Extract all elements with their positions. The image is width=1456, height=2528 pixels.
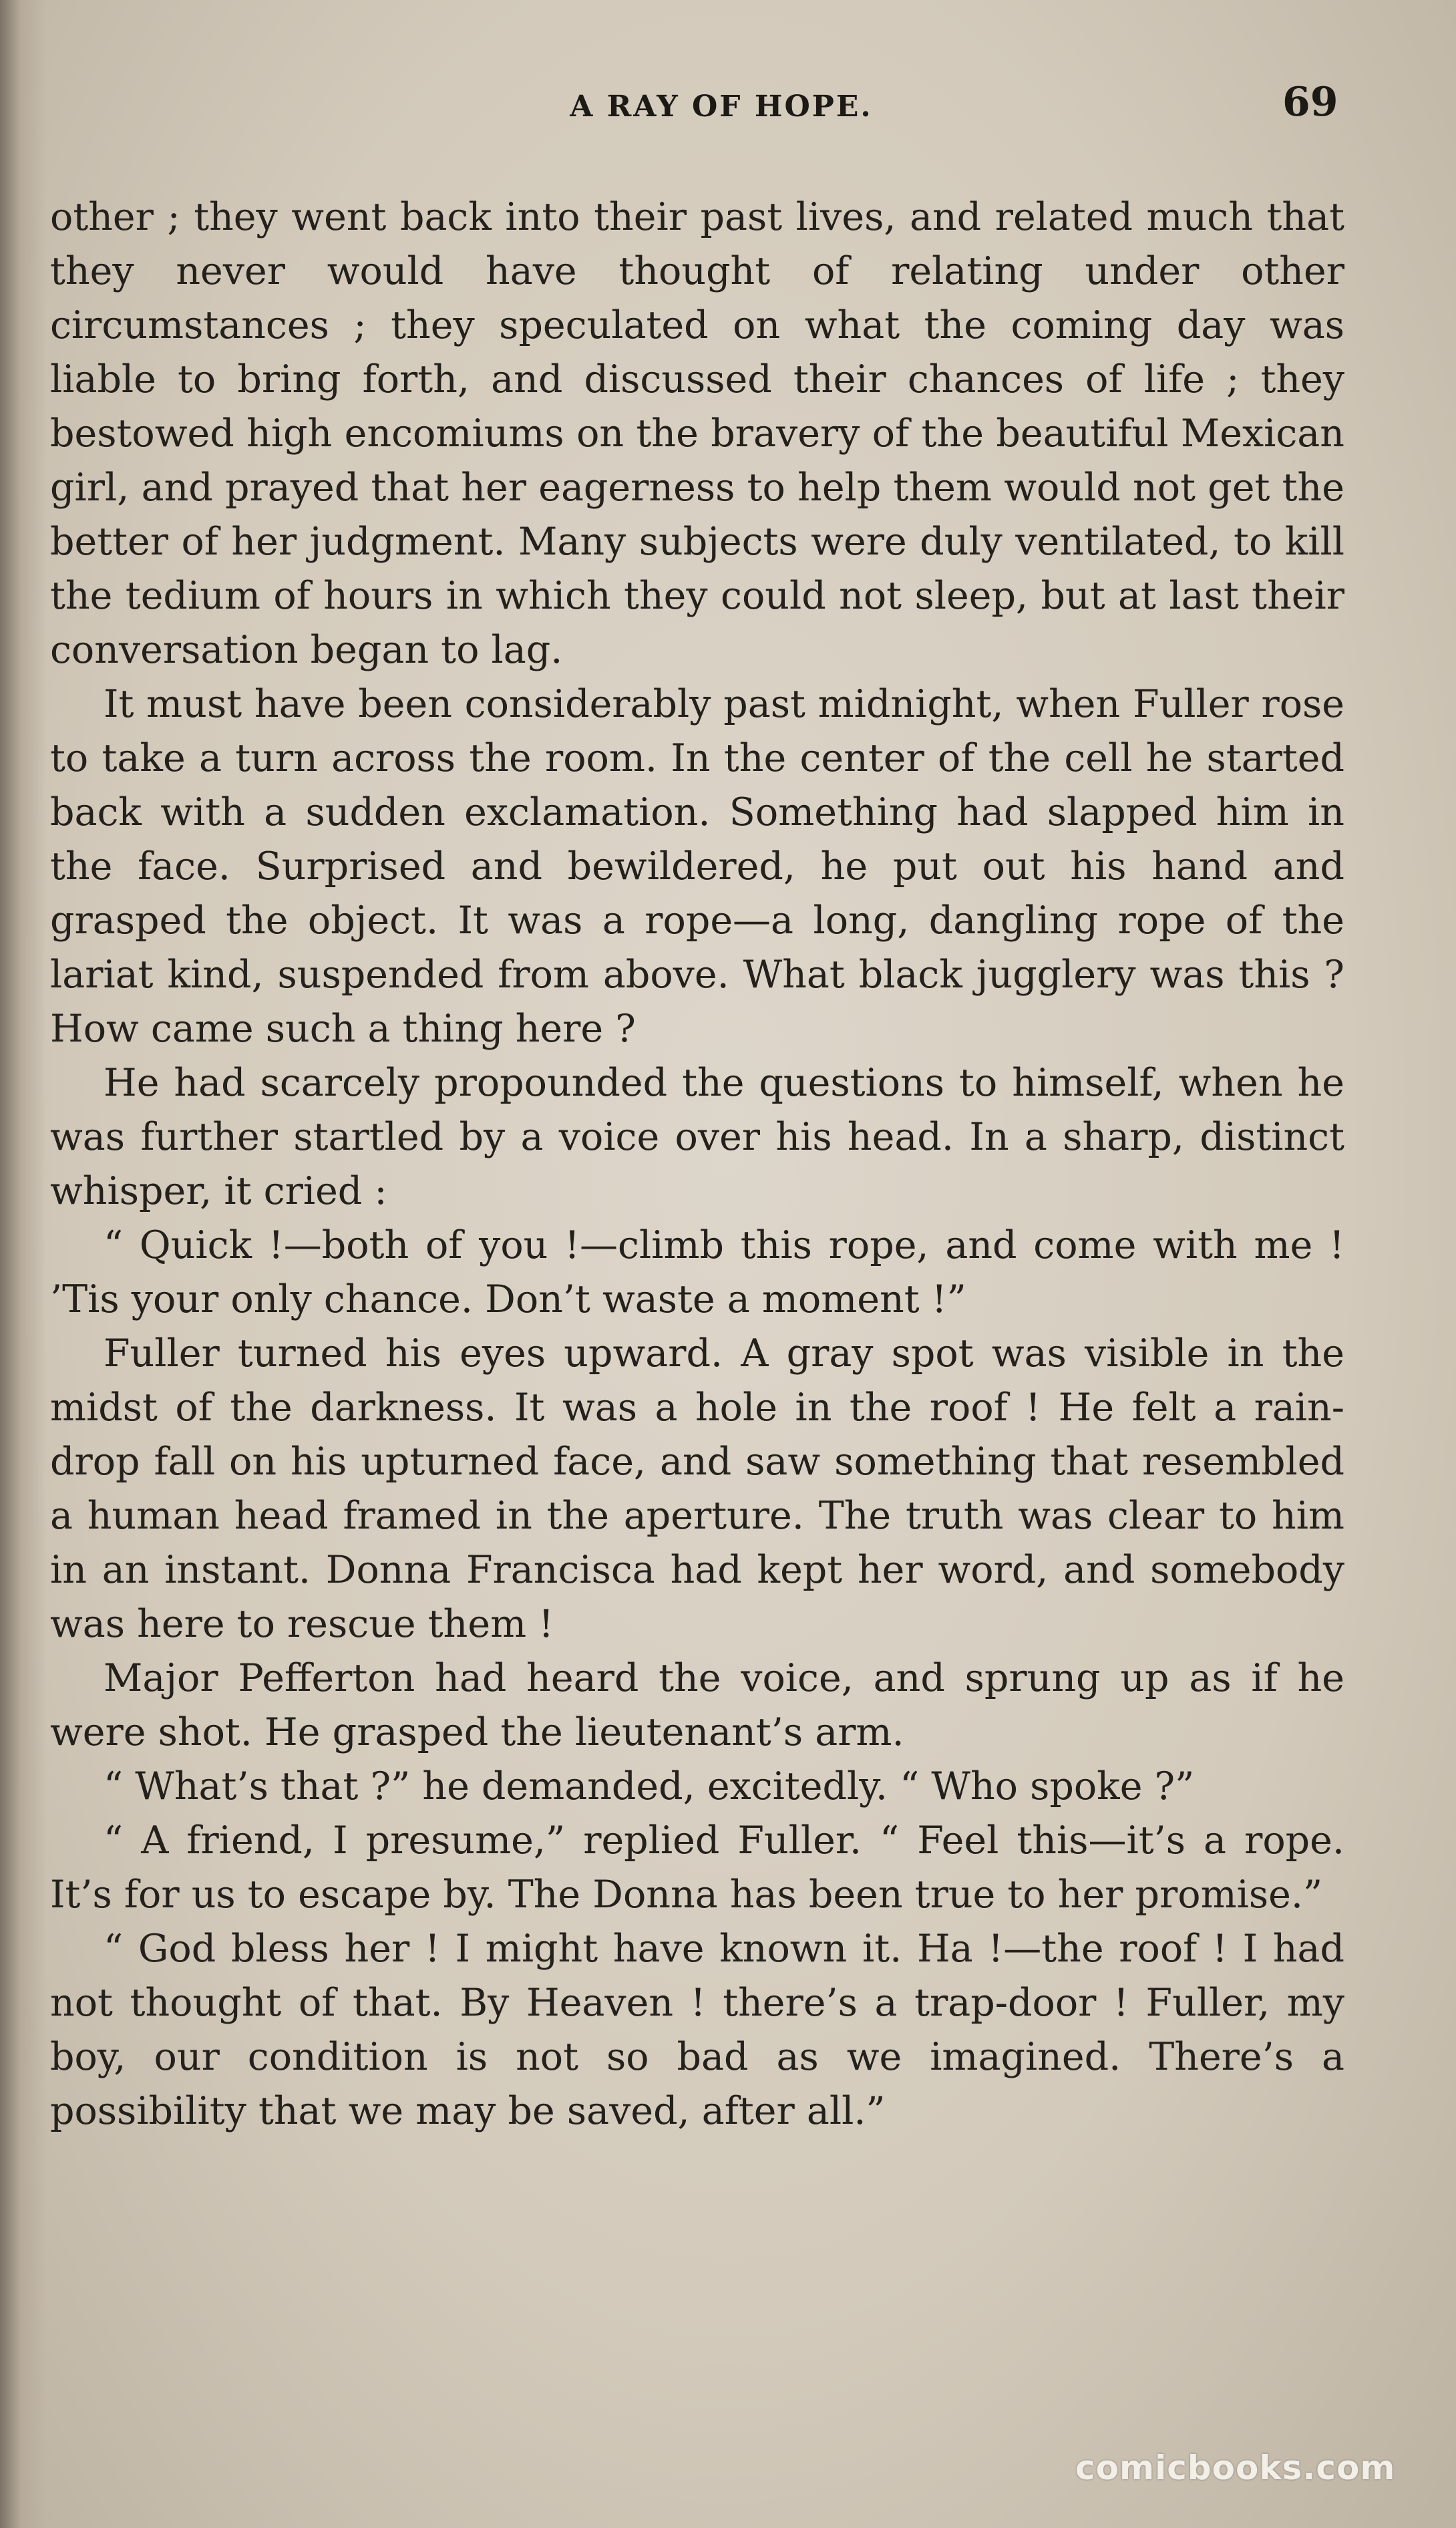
page-number: 69 — [1282, 79, 1338, 126]
paragraph: He had scarcely propounded the questions to himself, when he was further startled by a voice over his head. In a sharp, distinct whisper, it cried : — [50, 1061, 1344, 1213]
paragraph: “ What’s that ?” he demanded, excitedly. “ Who spoke ?” — [104, 1764, 1195, 1808]
paragraph: “ Quick !—both of you !—climb this rope, and come with me ! ’Tis your only chance. Don’t waste a moment !” — [50, 1223, 1344, 1321]
page-header — [0, 79, 1456, 139]
body-text — [50, 190, 1344, 2139]
paragraph: It must have been considerably past midnight, when Fuller rose to take a turn across the room. In the center of the cell he started back with a sudden exclamation. Something had slapped him in the face. Surprised and bewildered, he put out his hand and grasped the object. It was a rope—a long, dangling rope of the lariat kind, suspended from above. What black jugglery was this ? How came such a thing here ? — [50, 682, 1344, 1051]
paragraph: “ God bless her ! I might have known it. Ha !—the roof ! I had not thought of that. By Heaven ! there’s a trap-door ! Fuller, my boy, our condition is not so bad as we imagined. There’s a possibility that we may be saved, after all.” — [50, 1927, 1344, 2133]
watermark: comicbooks.com — [1075, 2448, 1396, 2487]
paragraph: Fuller turned his eyes upward. A gray spot was visible in the midst of the darkness. It was a hole in the roof ! He felt a rain-drop fall on his upturned face, and saw something that resembled a human head framed in the aperture. The truth was clear to him in an instant. Donna Francisca had kept her word, and somebody was here to rescue them ! — [50, 1331, 1344, 1646]
paragraph: Major Pefferton had heard the voice, and sprung up as if he were shot. He grasped the lieutenant’s arm. — [50, 1656, 1344, 1754]
running-title: A RAY OF HOPE. — [570, 90, 873, 124]
paragraph: other ; they went back into their past lives, and related much that they never would have thought of relating under other circumstances ; they speculated on what the coming day was liable to bring forth, and discussed their chances of life ; they bestowed high encomiums on the bravery of the beautiful Mexican girl, and prayed that her eagerness to help them would not get the better of her judgment. Many subjects were duly ventilated, to kill the tedium of hours in which they could not sleep, but at last their conversation began to lag. — [50, 195, 1344, 672]
page-gutter-shadow — [0, 0, 47, 2528]
paragraph: “ A friend, I presume,” replied Fuller. “ Feel this—it’s a rope. It’s for us to escape by. The Donna has been true to her promise.” — [50, 1819, 1344, 1917]
